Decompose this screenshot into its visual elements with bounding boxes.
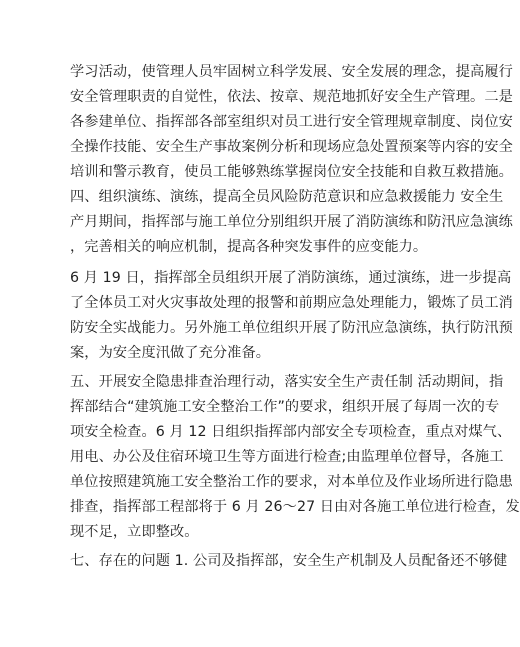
text-line: 学习活动，使管理人员牢固树立科学发展、安全发展的理念，提高履行 xyxy=(70,64,513,80)
text-line: 6 月 19 日，指挥部全员组织开展了消防演练，通过演练，进一步提高 xyxy=(70,270,512,286)
text-line: 全操作技能、安全生产事故案例分析和现场应急处置预案等内容的安全 xyxy=(70,139,513,155)
text-line: 案，为安全度汛做了充分准备。 xyxy=(70,345,271,361)
text-line: 了全体员工对火灾事故处理的报警和前期应急处理能力，锻炼了员工消 xyxy=(70,295,513,311)
text-line: 各参建单位、指挥部各部室组织对员工进行安全管理规章制度、岗位安 xyxy=(70,114,513,130)
section-heading-line: 七、存在的问题 1. 公司及指挥部，安全生产机制及人员配备还不够健 xyxy=(70,553,508,569)
text-line: 单位按照建筑施工安全整治工作的要求，对本单位及作业场所进行隐患 xyxy=(70,474,513,490)
text-line: 项安全检查。6 月 12 日组织指挥部内部安全专项检查，重点对煤气、 xyxy=(70,424,512,440)
text-line: 防安全实战能力。另外施工单位组织开展了防汛应急演练，执行防汛预 xyxy=(70,320,513,336)
text-line: 产月期间，指挥部与施工单位分别组织开展了消防演练和防汛应急演练 xyxy=(70,214,513,230)
section-heading-line: 五、开展安全隐患排查治理行动，落实安全生产责任制 活动期间，指 xyxy=(70,374,504,390)
text-line: 用电、办公及住宿环境卫生等方面进行检查;由监理单位督导，各施工 xyxy=(70,449,504,465)
text-line: 培训和警示教育，使员工能够熟练掌握岗位安全技能和自救互救措施。 xyxy=(70,164,513,180)
text-line: 挥部结合“建筑施工安全整治工作”的要求，组织开展了每周一次的专 xyxy=(70,399,500,415)
text-line: 现不足，立即整改。 xyxy=(70,524,199,540)
text-line: 排查，指挥部工程部将于 6 月 26～27 日由对各施工单位进行检查，发 xyxy=(70,499,520,515)
document-body xyxy=(70,60,520,574)
text-line: 安全管理职责的自觉性，依法、按章、规范地抓好安全生产管理。二是 xyxy=(70,89,513,105)
text-line: ，完善相关的响应机制，提高各种突发事件的应变能力。 xyxy=(70,239,428,255)
section-heading-line: 四、组织演练、演练，提高全员风险防范意识和应急救援能力 安全生 xyxy=(70,189,504,205)
